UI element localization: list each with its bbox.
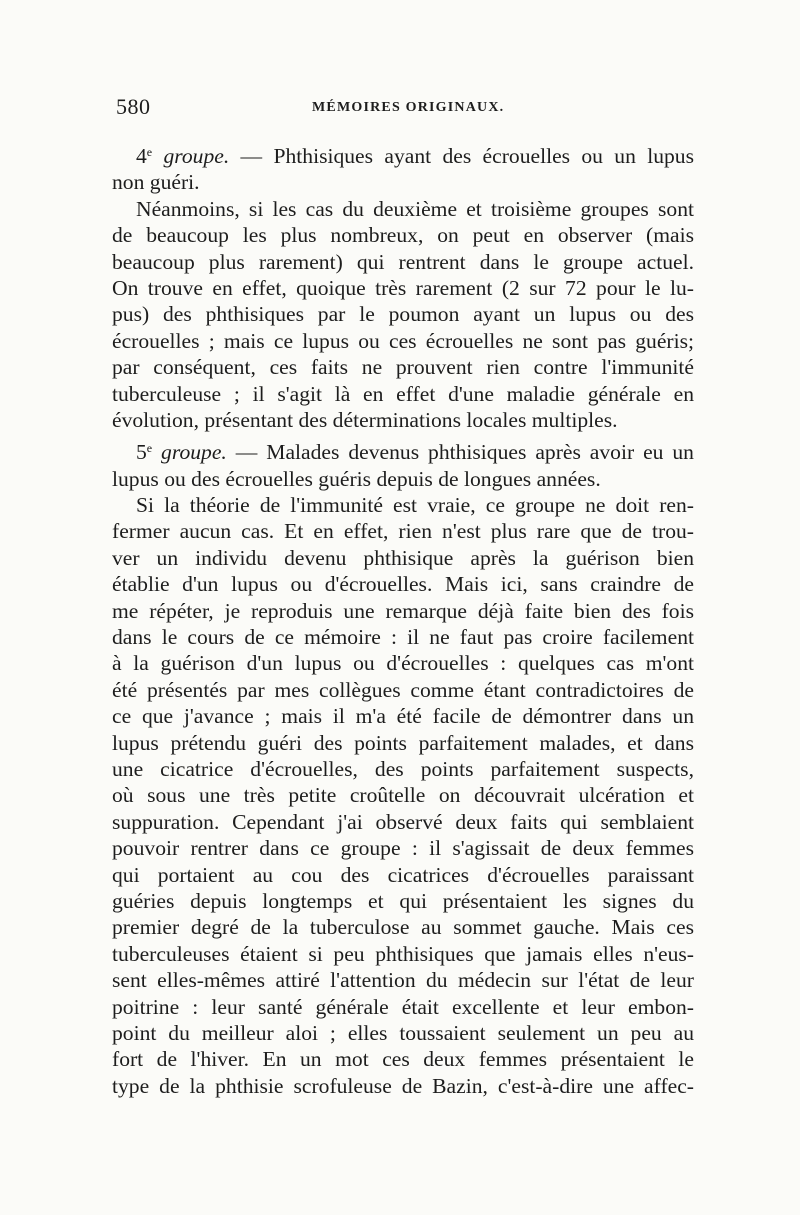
para1-line: évolution, présentant des déterminations locales multiples. [112,407,618,432]
running-title: MÉMOIRES ORIGINAUX. [312,100,505,115]
para1-line: de beaucoup les plus nombreux, on peut en observer (mais [112,223,694,248]
para2-line: où sous une très petite croûtelle on découvrait ulcération et [112,783,694,808]
para2-line: poitrine : leur santé générale était excellente et leur embon- [112,994,694,1019]
body-text [112,143,694,1099]
para2-line: suppuration. Cependant j'ai observé deux faits qui semblaient [112,809,694,834]
groupe4-heading-line [112,143,694,169]
para2-line: à la guérison d'un lupus ou d'écrouelles : quelques cas m'ont [112,651,694,676]
para2-line: établie d'un lupus ou d'écrouelles. Mais ici, sans craindre de [112,572,694,597]
para1-line: Néanmoins, si les cas du deuxième et troisième groupes sont [136,196,694,221]
groupe4-suffix: e [146,145,153,159]
para1-line: tuberculeuse ; il s'agit là en effet d'une maladie générale en [112,381,694,406]
groupe5-label: groupe. [161,440,227,465]
groupe4-title: — Phthisiques ayant des écrouelles ou un lupus [229,144,695,168]
running-header [112,94,694,124]
para2-line: tuberculeuses étaient si peu phthisiques que jamais elles n'eus- [112,941,694,966]
groupe4-label: groupe. [163,144,230,168]
para2-line: fort de l'hiver. En un mot ces deux femmes présentaient le [112,1047,694,1072]
groupe5-title: — Malades devenus phthisiques après avoir eu un [226,440,694,465]
para2-line: guéries depuis longtemps et qui présentaient les signes du [112,888,694,913]
para2-line: une cicatrice d'écrouelles, des points parfaitement suspects, [112,756,694,781]
groupe5-title-cont: lupus ou des écrouelles guéris depuis de longues années. [112,466,601,491]
para2-line: qui portaient au cou des cicatrices d'écrouelles paraissant [112,862,694,887]
para2-line: pouvoir rentrer dans ce groupe : il s'agissait de deux femmes [112,836,694,861]
groupe5-heading-line [112,439,694,465]
para1-line: écrouelles ; mais ce lupus ou ces écrouelles ne sont pas guéris; [112,328,694,353]
para2-line: dans le cours de ce mémoire : il ne faut pas croire facilement [112,625,694,650]
groupe5-numeral: 5 [136,440,147,465]
para2-line: été présentés par mes collègues comme étant contradictoires de [112,677,694,702]
para2-line: ce que j'avance ; mais il m'a été facile de démontrer dans un [112,704,694,729]
para1-line: pus) des phthisiques par le poumon ayant un lupus ou des [112,302,694,327]
para2-line: type de la phthisie scrofuleuse de Bazin, c'est-à-dire une affec- [112,1073,694,1098]
para2-line: ver un individu devenu phthisique après la guérison bien [112,545,694,570]
para2-line: sent elles-mêmes attiré l'attention du médecin sur l'état de leur [112,968,694,993]
para2-line: fermer aucun cas. Et en effet, rien n'est plus rare que de trou- [112,519,694,544]
page-number: 580 [116,94,151,119]
para2-line: me répéter, je reproduis une remarque déjà faite bien des fois [112,598,694,623]
groupe5-suffix: e [146,441,153,456]
para1-line: par conséquent, ces faits ne prouvent rien contre l'immunité [112,355,694,380]
para2-line: point du meilleur aloi ; elles toussaient seulement un peu au [112,1020,694,1045]
groupe4-title-cont: non guéri. [112,170,200,195]
para1-line: On trouve en effet, quoique très rarement (2 sur 72 pour le lu- [112,275,694,300]
para2-line: premier degré de la tuberculose au sommet gauche. Mais ces [112,915,694,940]
para2-line: lupus prétendu guéri des points parfaitement malades, et dans [112,730,694,755]
para1-line: beaucoup plus rarement) qui rentrent dans le groupe actuel. [112,249,694,274]
groupe4-numeral: 4 [136,144,147,168]
para2-line: Si la théorie de l'immunité est vraie, ce groupe ne doit ren- [136,493,694,518]
